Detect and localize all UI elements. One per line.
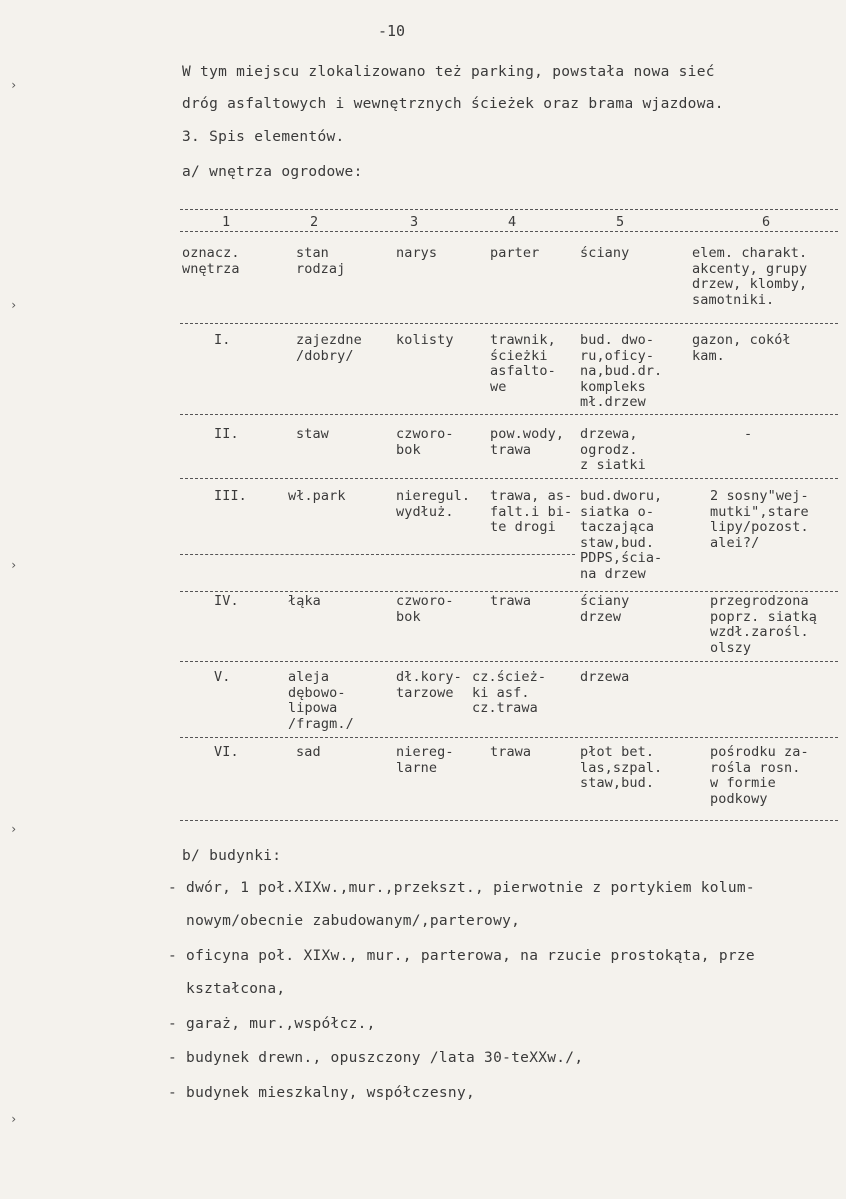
table-cell: trawa [490, 744, 532, 760]
table-cell: wł.park [288, 488, 346, 504]
building-line-4: kształcona, [168, 981, 286, 997]
margin-mark: › [10, 558, 18, 572]
table-rule [180, 231, 838, 232]
table-cell: dł.kory- tarzowe [396, 669, 462, 701]
table-cell: ściany drzew [580, 593, 630, 625]
table-cell: staw [296, 426, 329, 442]
header-cell: elem. charakt. akcenty, grupy drzew, klomby, samotniki. [692, 245, 808, 308]
col-number-6: 6 [762, 214, 771, 230]
table-cell: trawa [490, 593, 532, 609]
table-cell: przegrodzona poprz. siatką wzdł.zarośl. olszy [710, 593, 817, 656]
table-cell: bud.dworu, siatka o- taczająca staw,bud. PDPS,ścia- na drzew [580, 488, 663, 582]
table-cell: czworo- bok [396, 593, 454, 625]
col-number-5: 5 [616, 214, 625, 230]
table-cell: pośrodku za- rośla rosn. w formie podkowy [710, 744, 809, 807]
table-cell: bud. dwo- ru,oficy- na,bud.dr. kompleks mł.drzew [580, 332, 663, 410]
table-cell: VI. [214, 744, 239, 760]
table-rule [180, 478, 838, 479]
table-cell: III. [214, 488, 247, 504]
table-rule [180, 661, 838, 662]
table-cell: IV. [214, 593, 239, 609]
margin-mark: › [10, 78, 18, 92]
table-rule [180, 414, 838, 415]
table-cell: 2 sosny"wej- mutki",stare lipy/pozost. alei?/ [710, 488, 809, 551]
table-cell: nieregul. wydłuż. [396, 488, 471, 520]
table-rule [180, 591, 838, 592]
table-rule [180, 737, 838, 738]
margin-mark: › [10, 1112, 18, 1126]
page-number: -10 [378, 22, 406, 40]
table-cell: cz.ścież- ki asf. cz.trawa [472, 669, 547, 716]
table-cell: drzewa [580, 669, 630, 685]
table-cell: - [744, 426, 753, 442]
table-cell: trawnik, ścieżki asfalto- we [490, 332, 556, 395]
margin-mark: › [10, 822, 18, 836]
table-cell: V. [214, 669, 231, 685]
table-cell: kolisty [396, 332, 454, 348]
table-cell: płot bet. las,szpal. staw,bud. [580, 744, 663, 791]
building-line-3: - oficyna poł. XIXw., mur., parterowa, na rzucie prostokąta, prze [168, 948, 755, 964]
header-cell: oznacz. wnętrza [182, 245, 240, 277]
table-cell: drzewa, ogrodz. z siatki [580, 426, 646, 473]
building-line-1: - dwór, 1 poł.XIXw.,mur.,przekszt., pierwotnie z portykiem kolum- [168, 880, 755, 896]
building-line-2: nowym/obecnie zabudowanym/,parterowy, [168, 913, 521, 929]
table-cell: sad [296, 744, 321, 760]
table-cell: niereg- larne [396, 744, 454, 776]
header-cell: parter [490, 245, 540, 261]
table-cell: czworo- bok [396, 426, 454, 458]
intro-line-2: dróg asfaltowych i wewnętrznych ścieżek oraz brama wjazdowa. [182, 96, 724, 112]
subsection-heading: a/ wnętrza ogrodowe: [182, 164, 363, 180]
header-cell: narys [396, 245, 438, 261]
margin-mark: › [10, 298, 18, 312]
col-number-1: 1 [222, 214, 231, 230]
table-cell: gazon, cokół kam. [692, 332, 791, 364]
header-cell: ściany [580, 245, 630, 261]
table-cell: trawa, as- falt.i bi- te drogi [490, 488, 573, 535]
table-rule [180, 554, 575, 555]
col-number-4: 4 [508, 214, 517, 230]
col-number-3: 3 [410, 214, 419, 230]
table-rule [180, 209, 838, 210]
building-line-5: - garaż, mur.,współcz., [168, 1016, 376, 1032]
table-cell: pow.wody, trawa [490, 426, 565, 458]
table-rule [180, 323, 838, 324]
col-number-2: 2 [310, 214, 319, 230]
table-cell: I. [214, 332, 231, 348]
building-line-7: - budynek mieszkalny, współczesny, [168, 1085, 476, 1101]
buildings-heading: b/ budynki: [182, 848, 282, 864]
section-heading: 3. Spis elementów. [182, 129, 345, 145]
table-cell: łąka [288, 593, 321, 609]
table-cell: II. [214, 426, 239, 442]
intro-line-1: W tym miejscu zlokalizowano też parking, powstała nowa sieć [182, 64, 715, 80]
header-cell: stan rodzaj [296, 245, 346, 277]
building-line-6: - budynek drewn., opuszczony /lata 30-teXXw./, [168, 1050, 584, 1066]
table-rule [180, 820, 838, 821]
table-cell: aleja dębowo- lipowa /fragm./ [288, 669, 354, 732]
table-cell: zajezdne /dobry/ [296, 332, 362, 364]
